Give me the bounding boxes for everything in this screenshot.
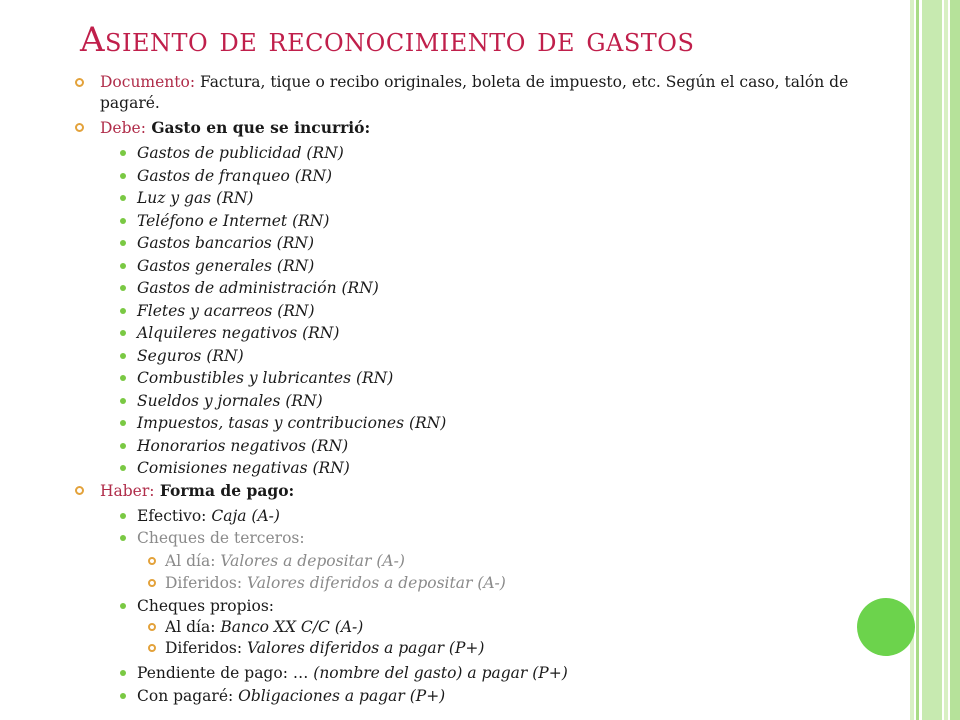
green-dot-bullet-icon	[120, 240, 126, 246]
list-item: Gastos generales (RN)	[72, 255, 852, 278]
documento-text: Factura, tique o recibo originales, boleta de impuesto, etc. Según el caso, talón de pagaré.	[100, 73, 849, 112]
stripe	[950, 0, 960, 720]
green-dot-bullet-icon	[120, 443, 126, 449]
list-item: Gastos de administración (RN)	[72, 277, 852, 300]
list-item: Fletes y acarreos (RN)	[72, 300, 852, 323]
debe-expense-list	[72, 142, 852, 480]
debe-heading: Gasto en que se incurrió:	[145, 118, 371, 137]
green-dot-bullet-icon	[120, 308, 126, 314]
green-dot-bullet-icon	[120, 398, 126, 404]
haber-item	[72, 480, 852, 502]
list-item: Diferidos: Valores diferidos a depositar (A-)	[72, 572, 852, 595]
green-dot-bullet-icon	[120, 263, 126, 269]
documento-label: Documento:	[100, 73, 196, 91]
cheques-propios-list	[72, 595, 852, 618]
debe-item	[72, 117, 852, 139]
haber-heading: Forma de pago:	[154, 480, 295, 500]
list-item: Al día: Banco XX C/C (A-)	[72, 617, 852, 638]
slide-content	[72, 72, 852, 707]
list-item: Luz y gas (RN)	[72, 187, 852, 210]
list-item: Seguros (RN)	[72, 345, 852, 368]
green-dot-bullet-icon	[120, 375, 126, 381]
green-dot-bullet-icon	[120, 420, 126, 426]
efectivo-item: Efectivo: Caja (A-)	[72, 505, 852, 528]
green-dot-bullet-icon	[120, 285, 126, 291]
decorative-side-stripes	[910, 0, 960, 720]
ring-bullet-icon	[75, 486, 84, 495]
debe-label: Debe:	[100, 119, 146, 137]
list-item: Honorarios negativos (RN)	[72, 435, 852, 458]
ring-bullet-icon	[148, 623, 156, 631]
pagare-item: Con pagaré: Obligaciones a pagar (P+)	[72, 685, 852, 708]
stripe	[944, 0, 948, 720]
cheques-propios-sublist	[72, 617, 852, 659]
ring-bullet-icon	[75, 123, 84, 132]
list-item: Impuestos, tasas y contribuciones (RN)	[72, 412, 852, 435]
green-dot-bullet-icon	[120, 173, 126, 179]
list-item: Al día: Valores a depositar (A-)	[72, 550, 852, 573]
list-item: Alquileres negativos (RN)	[72, 322, 852, 345]
green-dot-bullet-icon	[120, 693, 126, 699]
list-item: Teléfono e Internet (RN)	[72, 210, 852, 233]
green-dot-bullet-icon	[120, 330, 126, 336]
cheques-propios-item: Cheques propios:	[72, 595, 852, 618]
green-dot-bullet-icon	[120, 603, 126, 609]
list-item: Combustibles y lubricantes (RN)	[72, 367, 852, 390]
cheques-terceros-sublist	[72, 550, 852, 595]
stripe	[922, 0, 942, 720]
ring-bullet-icon	[75, 78, 84, 87]
green-dot-bullet-icon	[120, 513, 126, 519]
haber-label: Haber:	[100, 481, 155, 500]
list-item: Sueldos y jornales (RN)	[72, 390, 852, 413]
list-item: Comisiones negativas (RN)	[72, 457, 852, 480]
list-item: Gastos de publicidad (RN)	[72, 142, 852, 165]
green-dot-bullet-icon	[120, 353, 126, 359]
green-dot-bullet-icon	[120, 195, 126, 201]
documento-item	[72, 72, 852, 114]
cheques-terceros-item: Cheques de terceros:	[72, 527, 852, 550]
haber-payment-list-tail	[72, 662, 852, 707]
green-dot-bullet-icon	[120, 535, 126, 541]
list-item: Gastos bancarios (RN)	[72, 232, 852, 255]
haber-payment-list	[72, 505, 852, 550]
list-item: Diferidos: Valores diferidos a pagar (P+)	[72, 638, 852, 659]
stripe	[916, 0, 919, 720]
green-dot-bullet-icon	[120, 670, 126, 676]
slide-title: Asiento de reconocimiento de gastos	[80, 20, 695, 60]
decorative-green-circle	[857, 598, 915, 656]
ring-bullet-icon	[148, 644, 156, 652]
pendiente-item: Pendiente de pago: … (nombre del gasto) a pagar (P+)	[72, 662, 852, 685]
ring-bullet-icon	[148, 579, 156, 587]
ring-bullet-icon	[148, 557, 156, 565]
green-dot-bullet-icon	[120, 218, 126, 224]
green-dot-bullet-icon	[120, 465, 126, 471]
list-item: Gastos de franqueo (RN)	[72, 165, 852, 188]
green-dot-bullet-icon	[120, 150, 126, 156]
